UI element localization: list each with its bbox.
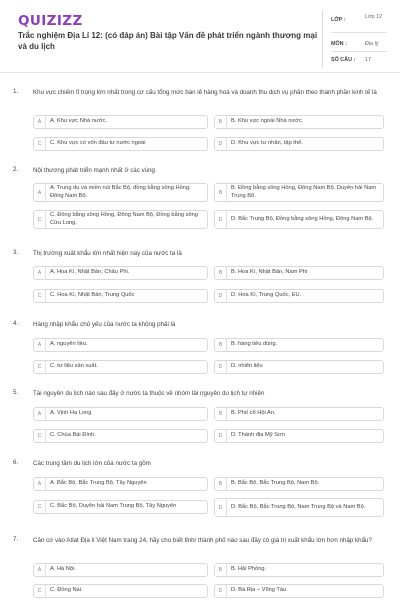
option-c[interactable] bbox=[33, 584, 208, 598]
question-text: Các trung tâm du lịch lớn của nước ta gồm bbox=[33, 460, 151, 467]
option-text: D. Bắc Bộ, Bắc Trung Bộ, Nam Trung Bộ và Nam Bộ. bbox=[231, 503, 366, 510]
question-text: Căn cứ vào Atlat Địa lí Việt Nam trang 24, hãy cho biết tỉnh/ thành phố nào sau đây có giá trị xuất khẩu lớn hơn nhập khẩu? bbox=[33, 537, 372, 544]
option-letter: A bbox=[34, 184, 46, 201]
option-c[interactable] bbox=[33, 289, 208, 303]
option-letter: A bbox=[34, 478, 46, 490]
option-text: C. Khu vực có vốn đầu tư nước ngoài bbox=[50, 140, 146, 147]
header-divider bbox=[322, 10, 323, 68]
option-b[interactable] bbox=[214, 266, 384, 280]
question-number: 3. bbox=[13, 249, 19, 256]
question-number: 5. bbox=[13, 389, 19, 396]
class-label: LỚP : bbox=[331, 17, 346, 23]
option-text: C. Chùa Bái Đính. bbox=[50, 432, 96, 439]
option-b[interactable] bbox=[214, 183, 384, 202]
option-text: C. Hoa Kì, Nhật Bản, Trung Quốc bbox=[50, 292, 135, 299]
class-value: Lớp 12 bbox=[365, 14, 383, 20]
option-a[interactable] bbox=[33, 338, 208, 352]
option-text: B. Khu vực ngoài Nhà nước. bbox=[231, 118, 304, 125]
option-text: A. Vịnh Hạ Long bbox=[50, 410, 92, 417]
option-text: A. Trung du và miền núi Bắc Bộ, đồng bằng sông Hồng, Đông Nam Bộ. bbox=[50, 184, 191, 199]
meta-divider bbox=[331, 51, 387, 52]
option-text: A. Hoa Kì, Nhật Bản, Châu Phi. bbox=[50, 269, 130, 276]
option-b[interactable] bbox=[214, 115, 384, 129]
header bbox=[0, 0, 400, 72]
option-c[interactable] bbox=[33, 500, 208, 514]
option-letter: A bbox=[34, 564, 46, 576]
option-letter: C bbox=[34, 430, 46, 442]
option-letter: A bbox=[34, 116, 46, 128]
option-text: A. Khu vực Nhà nước. bbox=[50, 118, 107, 125]
option-d[interactable] bbox=[214, 498, 384, 517]
option-letter: C bbox=[34, 361, 46, 373]
option-b[interactable] bbox=[214, 407, 384, 421]
question-text: Hàng nhập khẩu chủ yếu của nước ta không phải là bbox=[33, 321, 176, 328]
option-b[interactable] bbox=[214, 477, 384, 491]
option-letter: D bbox=[215, 361, 227, 373]
meta-divider bbox=[331, 32, 387, 33]
option-a[interactable] bbox=[33, 407, 208, 421]
question-number: 4. bbox=[13, 320, 19, 327]
option-text: D. Hoa Kì, Trung Quốc, EU. bbox=[231, 292, 302, 299]
option-d[interactable] bbox=[214, 137, 384, 151]
option-letter: C bbox=[34, 290, 46, 302]
option-letter: B bbox=[215, 267, 227, 279]
option-letter: A bbox=[34, 408, 46, 420]
option-letter: D bbox=[215, 211, 227, 228]
option-letter: D bbox=[215, 138, 227, 150]
option-c[interactable] bbox=[33, 429, 208, 443]
quizizz-logo[interactable]: QUIZIZZ bbox=[18, 13, 83, 29]
option-text: D. Khu vực tư nhân, tập thể. bbox=[231, 140, 303, 147]
option-b[interactable] bbox=[214, 338, 384, 352]
question-text: Nội thương phát triển mạnh nhất ở các vùng bbox=[33, 167, 155, 174]
option-letter: C bbox=[34, 501, 46, 513]
option-letter: B bbox=[215, 408, 227, 420]
option-a[interactable] bbox=[33, 563, 208, 577]
option-c[interactable] bbox=[33, 210, 208, 229]
option-letter: B bbox=[215, 478, 227, 490]
option-text: B. Hải Phòng. bbox=[231, 566, 267, 573]
subject-value: Địa lý bbox=[365, 41, 379, 47]
option-a[interactable] bbox=[33, 115, 208, 129]
option-d[interactable] bbox=[214, 429, 384, 443]
question-text: Khu vực chiếm tỉ trọng lớn nhất trong cơ cấu tổng mức bán lẻ hàng hoá và doanh thu dịch vụ phân theo thành phần kinh tế là bbox=[33, 89, 377, 96]
option-letter: A bbox=[34, 267, 46, 279]
option-text: B. Bắc Bộ, Bắc Trung Bộ, Nam Bộ. bbox=[231, 480, 320, 487]
option-a[interactable] bbox=[33, 183, 208, 202]
option-letter: D bbox=[215, 290, 227, 302]
question-number: 1. bbox=[13, 88, 19, 95]
option-letter: B bbox=[215, 116, 227, 128]
option-text: C. Đồng bằng sông Hồng, Đông Nam Bộ, Đồng bằng sông Cửu Long. bbox=[50, 211, 198, 226]
question-number: 7. bbox=[13, 536, 19, 543]
option-letter: B bbox=[215, 564, 227, 576]
option-b[interactable] bbox=[214, 563, 384, 577]
question-text: Tài nguyên du lịch nào sau đây ở nước ta thuộc về nhóm tài nguyên du lịch tự nhiên bbox=[33, 390, 265, 397]
option-text: C. Đồng Nai. bbox=[50, 587, 83, 594]
question-number: 2. bbox=[13, 166, 19, 173]
option-text: C. Bắc Bộ, Duyên hải Nam Trung Bộ, Tây Nguyên bbox=[50, 503, 177, 510]
option-text: B. hàng tiêu dùng. bbox=[231, 341, 278, 348]
option-letter: D bbox=[215, 585, 227, 597]
option-letter: D bbox=[215, 499, 227, 516]
option-letter: B bbox=[215, 184, 227, 201]
page-title: Trắc nghiệm Địa Lí 12: (có đáp án) Bài tập Vấn đề phát triển ngành thương mại và du lịch bbox=[18, 31, 318, 51]
option-a[interactable] bbox=[33, 477, 208, 491]
option-letter: C bbox=[34, 585, 46, 597]
subject-label: MÔN : bbox=[331, 41, 347, 47]
question-count-value: 17 bbox=[365, 57, 371, 63]
option-text: D. Thánh địa Mỹ Sơn bbox=[231, 432, 285, 439]
option-text: B. Hoa Kì, Nhật Bản, Nam Phi bbox=[231, 269, 308, 276]
option-text: B. Đồng bằng sông Hồng, Đông Nam Bộ, Duyên hải Nam Trung Bộ. bbox=[231, 184, 377, 199]
option-text: D. nhiên liệu bbox=[231, 363, 263, 370]
option-text: D. Bà Rịa – Vũng Tàu bbox=[231, 587, 287, 594]
question-number: 6. bbox=[13, 459, 19, 466]
option-text: D. Bắc Trung Bộ, Đồng bằng sông Hồng, Đông Nam Bộ. bbox=[231, 215, 374, 222]
option-text: A. nguyên liệu. bbox=[50, 341, 88, 348]
option-c[interactable] bbox=[33, 360, 208, 374]
option-text: C. tư liệu sản xuất. bbox=[50, 363, 98, 370]
option-d[interactable] bbox=[214, 210, 384, 229]
option-letter: C bbox=[34, 138, 46, 150]
option-letter: C bbox=[34, 211, 46, 228]
option-text: A. Bắc Bộ, Bắc Trung Bộ, Tây Nguyên bbox=[50, 480, 147, 487]
option-letter: A bbox=[34, 339, 46, 351]
option-text: A. Hà Nội. bbox=[50, 566, 76, 573]
option-a[interactable] bbox=[33, 266, 208, 280]
question-count-label: SỐ CÂU : bbox=[331, 57, 356, 63]
header-bottom-divider bbox=[0, 72, 400, 73]
option-d[interactable] bbox=[214, 360, 384, 374]
option-letter: B bbox=[215, 339, 227, 351]
option-c[interactable] bbox=[33, 137, 208, 151]
option-letter: D bbox=[215, 430, 227, 442]
option-d[interactable] bbox=[214, 584, 384, 598]
question-text: Thị trường xuất khẩu lớn nhất hiện nay của nước ta là bbox=[33, 250, 182, 257]
option-d[interactable] bbox=[214, 289, 384, 303]
option-text: B. Phố cổ Hội An. bbox=[231, 410, 276, 417]
